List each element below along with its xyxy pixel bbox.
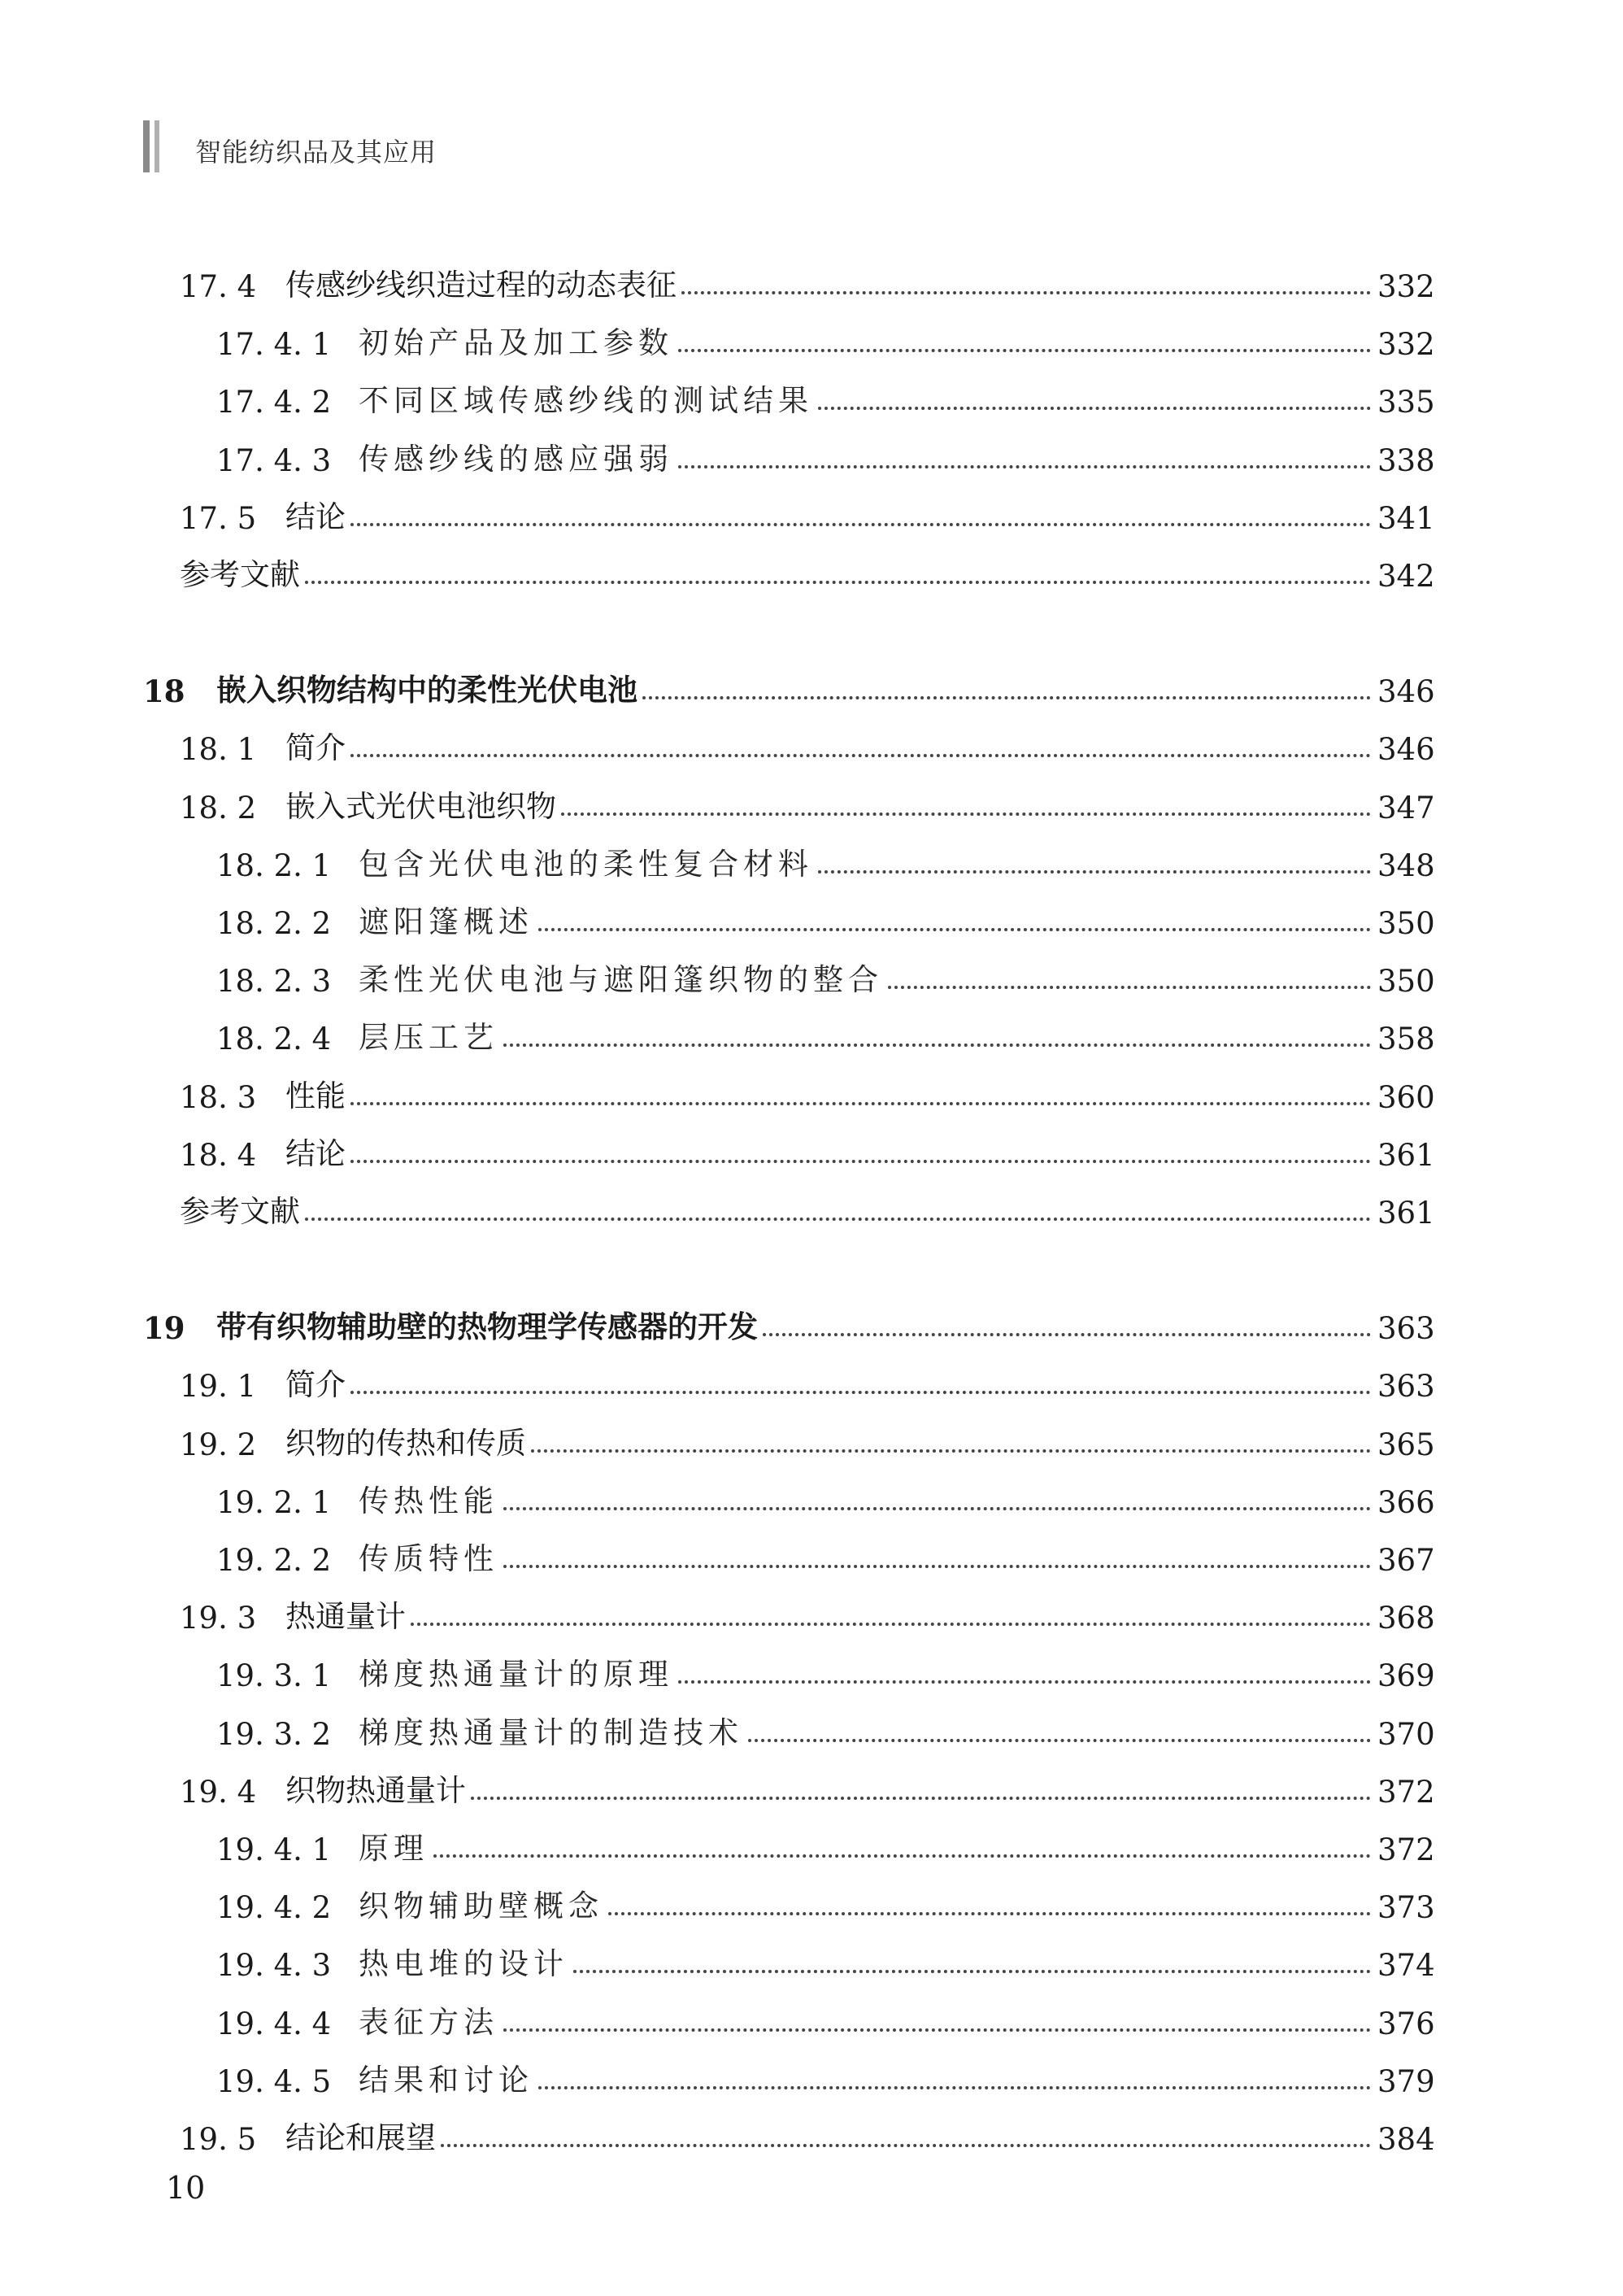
- toc-entry-page: 376: [1377, 2006, 1435, 2041]
- toc-entry-title: 结论和展望: [285, 2120, 436, 2155]
- running-head-bar: [143, 120, 150, 172]
- toc-entry-title: 包含光伏电池的柔性复合材料: [359, 846, 813, 882]
- dot-leader: [350, 1391, 1371, 1394]
- toc-entry-number: 19. 4. 4: [216, 2006, 332, 2041]
- toc-entry-page: 384: [1377, 2122, 1435, 2157]
- book-title: 智能纺织品及其应用: [195, 137, 437, 168]
- dot-leader: [503, 1507, 1371, 1510]
- toc-entry-page: 369: [1377, 1658, 1435, 1694]
- toc-entry: [0, 429, 1623, 478]
- dot-leader: [503, 1565, 1371, 1568]
- toc-entry-title: 原理: [359, 1831, 429, 1866]
- toc-entry-title: 简介: [285, 730, 346, 766]
- toc-entry-number: 19. 4. 1: [216, 1832, 332, 1867]
- toc-entry-number: 17. 4: [180, 269, 257, 304]
- toc-entry-number: 19. 4. 3: [216, 1948, 332, 1984]
- toc-entry-title: 参考文献: [180, 1194, 300, 1229]
- toc-entry-number: 18. 2: [180, 790, 257, 826]
- dot-leader: [681, 291, 1371, 294]
- toc-entry-title: 简介: [285, 1367, 346, 1403]
- toc-entry-page: 350: [1377, 964, 1435, 1000]
- toc-chapter: [0, 1297, 1623, 1346]
- toc-entry: [0, 1993, 1623, 2041]
- toc-entry-number: 19. 4. 2: [216, 1890, 332, 1926]
- dot-leader: [441, 2144, 1371, 2147]
- dot-leader: [305, 1218, 1371, 1221]
- dot-leader: [305, 581, 1371, 584]
- dot-leader: [608, 1912, 1371, 1915]
- toc-entry: [0, 1761, 1623, 1810]
- toc-entry: [0, 487, 1623, 536]
- toc-entry-number: 17. 4. 3: [216, 442, 332, 478]
- toc-entry: [0, 1414, 1623, 1462]
- toc-entry-page: 379: [1377, 2063, 1435, 2099]
- dot-leader: [748, 1739, 1371, 1742]
- toc-entry: [0, 834, 1623, 883]
- dot-leader: [503, 2028, 1371, 2032]
- toc-entry-title: 带有织物辅助壁的热物理学传感器的开发: [216, 1309, 758, 1345]
- toc-entry: [0, 1124, 1623, 1173]
- toc-entry: [0, 892, 1623, 941]
- toc-entry-page: 361: [1377, 1137, 1435, 1173]
- toc-entry: [0, 1876, 1623, 1925]
- toc-entry-number: 18. 2. 1: [216, 847, 332, 883]
- toc-entry: [0, 950, 1623, 999]
- toc-entry-title: 遮阳篷概述: [359, 904, 533, 939]
- toc-entry-page: 348: [1377, 847, 1435, 883]
- toc-entry-number: 19. 2: [180, 1427, 257, 1462]
- toc-entry-title: 不同区域传感纱线的测试结果: [359, 383, 813, 419]
- toc-entry-number: 19. 3: [180, 1601, 257, 1636]
- toc-entry-number: 19: [143, 1310, 185, 1347]
- toc-entry-number: 19. 4. 5: [216, 2063, 332, 2099]
- dot-leader: [538, 2086, 1371, 2089]
- page-number: 10: [166, 2170, 206, 2206]
- toc-entry-number: 18. 2. 4: [216, 1022, 332, 1057]
- table-of-contents: [0, 255, 1623, 2175]
- toc-entry-title: 传感纱线织造过程的动态表征: [285, 268, 677, 303]
- dot-leader: [350, 1160, 1371, 1163]
- dot-leader: [763, 1333, 1371, 1336]
- toc-entry-number: 19. 3. 1: [216, 1658, 332, 1694]
- toc-entry-page: 341: [1377, 500, 1435, 536]
- toc-entry: [0, 371, 1623, 420]
- toc-entry-page: 358: [1377, 1022, 1435, 1057]
- toc-entry-number: 17. 4. 2: [216, 385, 332, 420]
- toc-entry: [0, 545, 1623, 594]
- dot-leader: [678, 349, 1371, 352]
- toc-entry-title: 柔性光伏电池与遮阳篷织物的整合: [359, 962, 883, 998]
- dot-leader: [888, 986, 1371, 989]
- toc-entry-page: 346: [1377, 674, 1435, 710]
- dot-leader: [433, 1854, 1371, 1858]
- toc-entry: [0, 1529, 1623, 1578]
- toc-entry-title: 结果和讨论: [359, 2062, 533, 2098]
- toc-entry-title: 结论: [285, 1135, 346, 1171]
- dot-leader: [350, 1102, 1371, 1105]
- toc-entry: [0, 1645, 1623, 1693]
- toc-entry: [0, 1008, 1623, 1057]
- dot-leader: [471, 1797, 1371, 1800]
- dot-leader: [538, 928, 1371, 931]
- toc-entry-page: 347: [1377, 790, 1435, 826]
- toc-entry: [0, 2108, 1623, 2157]
- dot-leader: [642, 696, 1371, 699]
- toc-entry-page: 368: [1377, 1601, 1435, 1636]
- toc-entry-number: 18. 4: [180, 1137, 257, 1173]
- toc-entry-page: 372: [1377, 1832, 1435, 1867]
- dot-leader: [503, 1043, 1371, 1047]
- toc-entry-page: 332: [1377, 269, 1435, 304]
- dot-leader: [561, 813, 1371, 816]
- toc-entry: [0, 1934, 1623, 1983]
- toc-entry: [0, 2050, 1623, 2099]
- toc-entry-page: 370: [1377, 1716, 1435, 1752]
- toc-entry-title: 参考文献: [180, 557, 300, 592]
- toc-entry-title: 热电堆的设计: [359, 1946, 568, 1982]
- dot-leader: [678, 1680, 1371, 1684]
- toc-entry-page: 360: [1377, 1079, 1435, 1115]
- toc-entry-title: 织物的传热和传质: [285, 1425, 526, 1461]
- toc-entry-title: 热通量计: [285, 1599, 406, 1635]
- toc-entry-title: 织物热通量计: [285, 1772, 466, 1808]
- toc-entry-number: 17. 4. 1: [216, 327, 332, 363]
- toc-entry: [0, 718, 1623, 767]
- dot-leader: [818, 407, 1371, 410]
- toc-entry: [0, 255, 1623, 304]
- toc-entry: [0, 1587, 1623, 1636]
- toc-entry: [0, 313, 1623, 362]
- toc-entry: [0, 1355, 1623, 1404]
- toc-entry-number: 18. 3: [180, 1079, 257, 1115]
- toc-entry-page: 335: [1377, 385, 1435, 420]
- toc-entry-page: 332: [1377, 327, 1435, 363]
- toc-entry: [0, 1703, 1623, 1752]
- dot-leader: [818, 870, 1371, 874]
- toc-entry-number: 19. 3. 2: [216, 1716, 332, 1752]
- toc-entry-page: 365: [1377, 1427, 1435, 1462]
- toc-entry-page: 372: [1377, 1774, 1435, 1810]
- toc-entry-page: 373: [1377, 1890, 1435, 1926]
- toc-entry-title: 梯度热通量计的制造技术: [359, 1714, 743, 1750]
- toc-entry: [0, 1471, 1623, 1520]
- toc-entry-page: 350: [1377, 906, 1435, 941]
- toc-entry-title: 结论: [285, 499, 346, 534]
- toc-entry-title: 嵌入织物结构中的柔性光伏电池: [216, 673, 637, 708]
- toc-entry-page: 342: [1377, 559, 1435, 594]
- toc-entry-title: 嵌入式光伏电池织物: [285, 788, 556, 824]
- toc-entry: [0, 1182, 1623, 1231]
- dot-leader: [350, 523, 1371, 526]
- toc-entry-title: 性能: [285, 1078, 346, 1113]
- toc-entry-title: 层压工艺: [359, 1020, 498, 1056]
- toc-entry: [0, 777, 1623, 826]
- toc-entry-number: 18. 2. 2: [216, 906, 332, 941]
- toc-entry-page: 361: [1377, 1196, 1435, 1231]
- toc-entry-title: 表征方法: [359, 2004, 498, 2040]
- toc-entry-title: 梯度热通量计的原理: [359, 1657, 673, 1693]
- toc-entry-number: 19. 2. 2: [216, 1543, 332, 1578]
- toc-entry-title: 传质特性: [359, 1541, 498, 1576]
- toc-entry-page: 363: [1377, 1369, 1435, 1405]
- toc-entry-number: 19. 1: [180, 1369, 257, 1405]
- toc-entry-page: 366: [1377, 1484, 1435, 1520]
- dot-leader: [531, 1449, 1371, 1453]
- toc-entry-number: 18. 2. 3: [216, 964, 332, 1000]
- toc-entry-number: 18. 1: [180, 732, 257, 768]
- dot-leader: [678, 465, 1371, 468]
- toc-entry-title: 织物辅助壁概念: [359, 1889, 603, 1924]
- dot-leader: [411, 1623, 1371, 1626]
- toc-entry-number: 19. 2. 1: [216, 1484, 332, 1520]
- toc-entry: [0, 1819, 1623, 1867]
- toc-chapter: [0, 660, 1623, 709]
- toc-entry-number: 19. 4: [180, 1774, 257, 1810]
- toc-entry-page: 363: [1377, 1311, 1435, 1347]
- toc-entry-title: 传感纱线的感应强弱: [359, 441, 673, 477]
- toc-entry-title: 初始产品及加工参数: [359, 325, 673, 361]
- dot-leader: [573, 1970, 1371, 1973]
- toc-entry-title: 传热性能: [359, 1483, 498, 1518]
- toc-entry-number: 19. 5: [180, 2122, 257, 2157]
- toc-entry-number: 17. 5: [180, 500, 257, 536]
- toc-entry-page: 374: [1377, 1948, 1435, 1984]
- toc-entry-page: 367: [1377, 1543, 1435, 1578]
- dot-leader: [350, 754, 1371, 757]
- toc-entry-page: 338: [1377, 442, 1435, 478]
- running-head-bar: [154, 120, 159, 172]
- toc-entry-page: 346: [1377, 732, 1435, 768]
- toc-entry: [0, 1066, 1623, 1115]
- toc-entry-number: 18: [143, 673, 185, 710]
